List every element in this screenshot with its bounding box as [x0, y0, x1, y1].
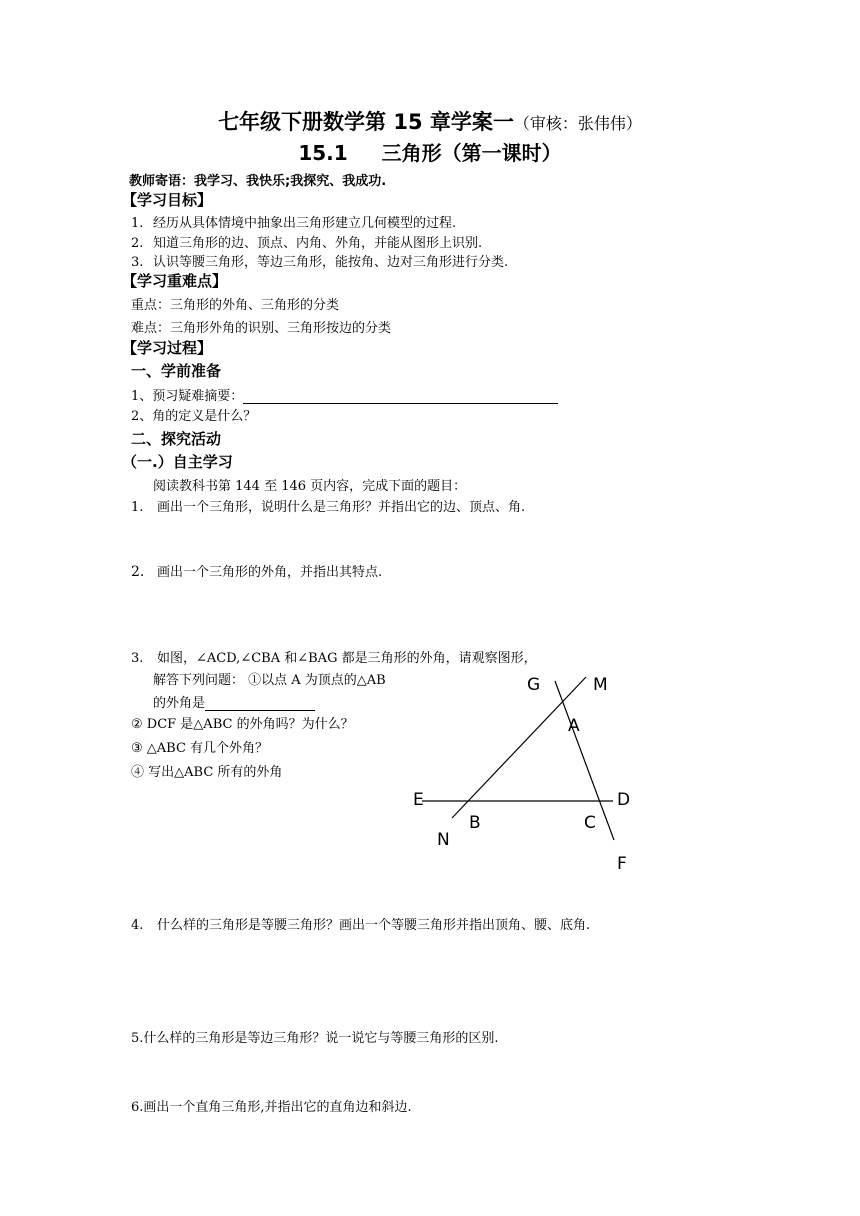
label-d: D — [617, 790, 631, 810]
subtitle-number: 15.1 — [298, 141, 348, 165]
question-3-sub-2: ② DCF 是△ABC 的外角吗？为什么？ — [131, 717, 354, 732]
question-6: 6.画出一个直角三角形,并指出它的直角边和斜边. — [131, 1100, 412, 1115]
label-g: G — [527, 675, 541, 695]
answer-blank[interactable] — [205, 697, 315, 711]
question-3-line-2: 解答下列问题： ①以点 A 为顶点的△AB — [153, 673, 386, 688]
focus-text: 重点：三角形的外角、三角形的分类 — [131, 298, 340, 313]
question-3-sub-3: ③ △ABC 有几个外角？ — [131, 741, 269, 756]
review-note: （审核：张伟伟） — [513, 114, 642, 133]
difficulty-text: 难点：三角形外角的识别、三角形按边的分类 — [131, 321, 392, 336]
question-3-line-3: 的外角是 — [153, 692, 315, 711]
question-3-sub-4: ④ 写出△ABC 所有的外角 — [131, 765, 283, 780]
question-3: 3. 如图，∠ACD,∠CBA 和∠BAG 都是三角形的外角，请观察图形， — [131, 651, 537, 666]
lesson-subtitle — [0, 137, 860, 166]
label-b: B — [469, 813, 481, 833]
label-c: C — [584, 813, 596, 833]
goals-heading: 【学习目标】 — [122, 191, 213, 209]
key-points-heading: 【学习重难点】 — [122, 272, 228, 290]
question-1: 1. 画出一个三角形，说明什么是三角形？并指出它的边、顶点、角. — [131, 500, 526, 515]
line-nm — [452, 677, 586, 818]
title-text: 七年级下册数学第 15 章学案一 — [218, 110, 514, 134]
self-study-heading: （一.）自主学习 — [122, 453, 233, 471]
label-m: M — [593, 675, 608, 695]
process-heading: 【学习过程】 — [122, 339, 213, 357]
subtitle-text: 三角形（第一课时） — [381, 141, 562, 165]
question-4: 4. 什么样的三角形是等腰三角形？画出一个等腰三角形并指出顶角、腰、底角. — [131, 918, 591, 933]
goal-item: 3. 认识等腰三角形，等边三角形，能按角、边对三角形进行分类. — [131, 255, 509, 270]
reading-instruction: 阅读教科书第 144 至 146 页内容，完成下面的题目： — [153, 479, 467, 494]
goal-item: 1. 经历从具体情境中抽象出三角形建立几何模型的过程. — [131, 216, 457, 231]
answer-blank[interactable] — [243, 390, 558, 404]
prep-heading: 一、学前准备 — [131, 362, 222, 380]
teacher-motto: 教师寄语：我学习、我快乐;我探究、我成功. — [129, 174, 387, 189]
prep-item-1: 1、预习疑难摘要： — [131, 385, 558, 404]
prep-item-2: 2、角的定义是什么？ — [131, 409, 257, 424]
explore-heading: 二、探究活动 — [131, 430, 222, 448]
question-5: 5.什么样的三角形是等边三角形？说一说它与等腰三角形的区别. — [131, 1031, 499, 1046]
label-a: A — [568, 716, 580, 736]
goal-item: 2. 知道三角形的边、顶点、内角、外角，并能从图形上识别. — [131, 236, 483, 251]
label-n: N — [437, 830, 450, 850]
page-title — [0, 106, 860, 136]
label-e: E — [413, 790, 424, 810]
label-f: F — [617, 854, 627, 874]
triangle-figure — [400, 665, 650, 880]
question-2: 2. 画出一个三角形的外角，并指出其特点. — [131, 564, 383, 580]
